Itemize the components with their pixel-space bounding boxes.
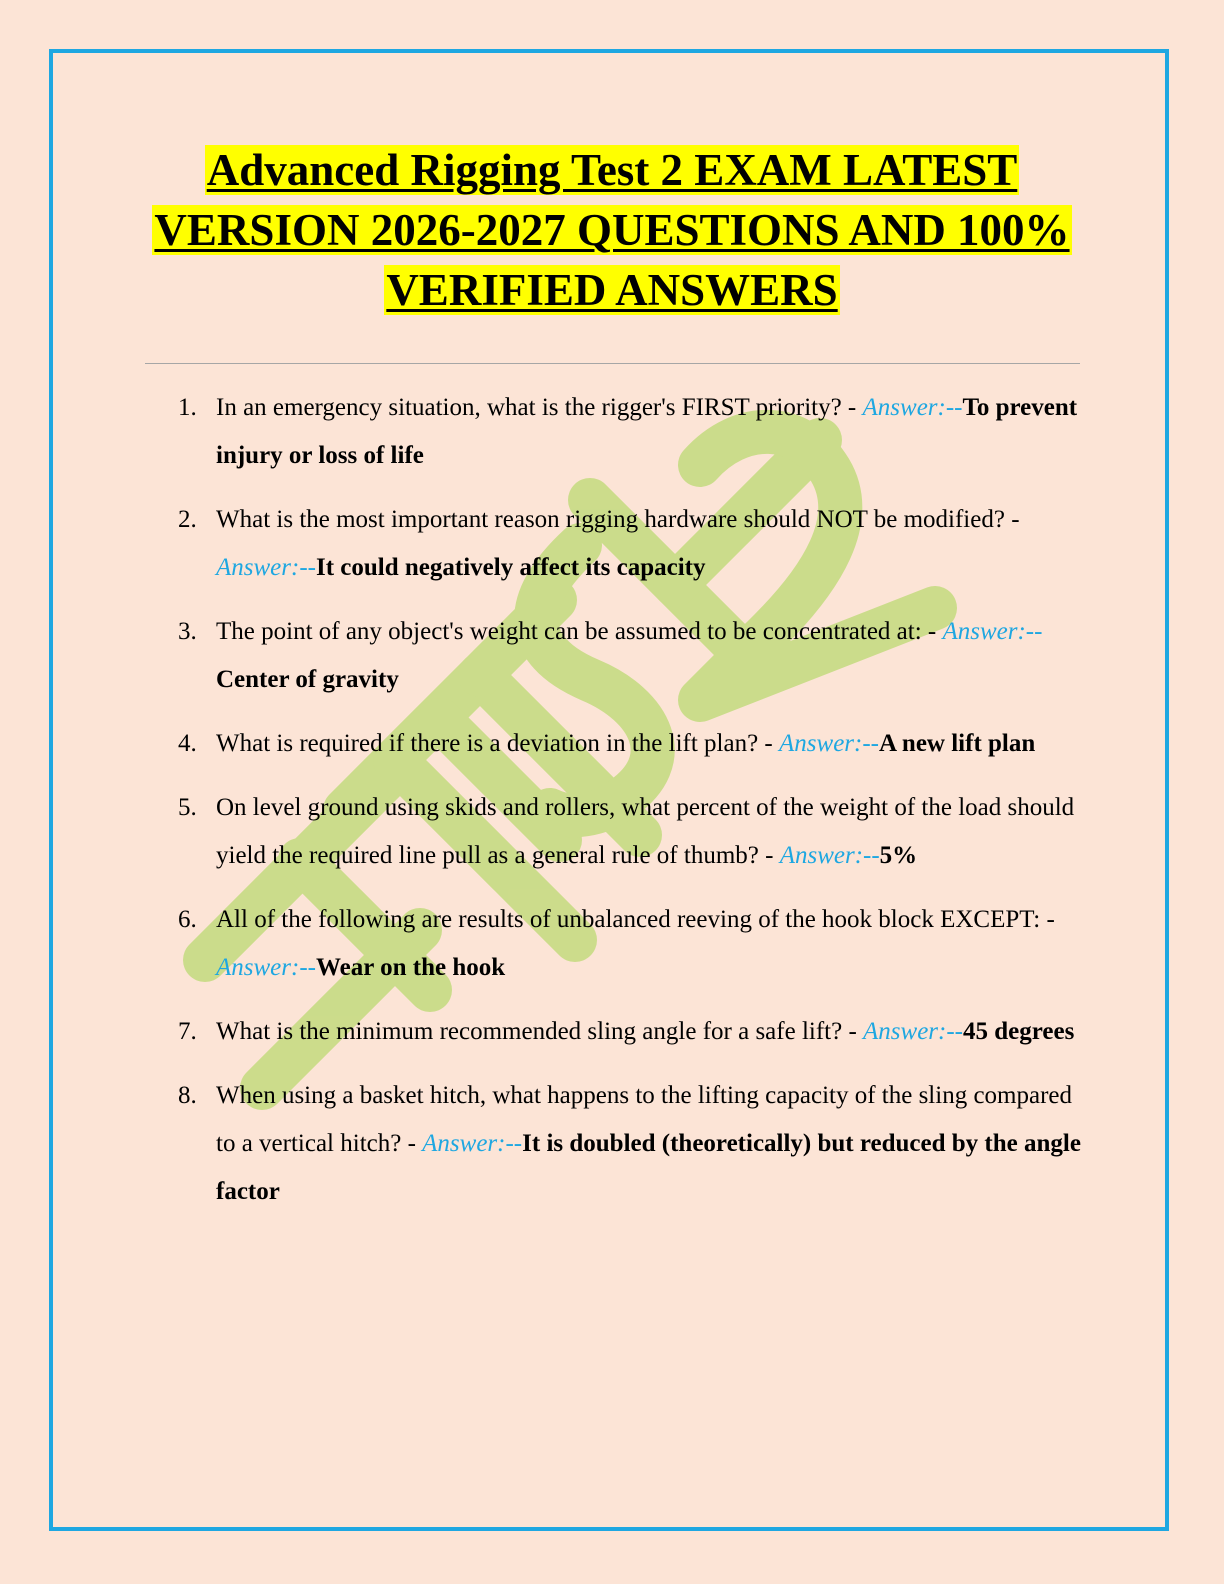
question-number: 5. <box>178 794 197 821</box>
question-text: What is the most important reason rigging hardware should NOT be modified? - <box>216 506 1020 533</box>
answer-text: To prevent injury or loss of life <box>216 394 1078 469</box>
question-number: 1. <box>178 394 197 421</box>
question-number: 7. <box>178 1018 197 1045</box>
answer-label: Answer:-- <box>422 1130 523 1157</box>
answer-label: Answer:-- <box>216 554 316 581</box>
answer-label: Answer:-- <box>862 394 963 421</box>
answer-text: 5% <box>879 842 918 869</box>
question-item-3 <box>178 608 1083 704</box>
answer-text: Center of gravity <box>216 666 399 693</box>
answer-text: It is doubled (theoretically) but reduced by the angle factor <box>216 1130 1081 1205</box>
question-item-8 <box>178 1072 1083 1216</box>
question-item-7 <box>178 1008 1083 1056</box>
title-divider <box>145 363 1080 364</box>
answer-label: Answer:-- <box>216 954 316 981</box>
title-block <box>140 140 1084 320</box>
question-item-6 <box>178 896 1083 992</box>
document-title <box>140 140 1084 320</box>
answer-text: Wear on the hook <box>315 954 506 981</box>
question-text: The point of any object's weight can be assumed to be concentrated at: - <box>216 618 943 645</box>
question-number: 4. <box>178 730 197 757</box>
question-list <box>178 384 1083 1232</box>
document-title-text: Advanced Rigging Test 2 EXAM LATEST VERSION 2026-2027 QUESTIONS AND 100% VERIFIED ANSWERS <box>154 145 1070 315</box>
answer-text: It could negatively affect its capacity <box>315 554 706 581</box>
answer-label: Answer:-- <box>863 1018 964 1045</box>
answer-label: Answer:-- <box>779 842 880 869</box>
question-item-2 <box>178 496 1083 592</box>
question-item-5 <box>178 784 1083 880</box>
question-number: 2. <box>178 506 197 533</box>
question-text: What is required if there is a deviation in the lift plan? - <box>216 730 780 757</box>
question-number: 8. <box>178 1082 197 1109</box>
question-item-4 <box>178 720 1083 768</box>
question-text: What is the minimum recommended sling angle for a safe lift? - <box>216 1018 864 1045</box>
answer-label: Answer:-- <box>779 730 879 757</box>
question-text: On level ground using skids and rollers, what percent of the weight of the load should yield the required line pull as a general rule of thumb? - <box>216 794 1075 869</box>
question-text: When using a basket hitch, what happens to the lifting capacity of the sling compared to a vertical hitch? - <box>216 1082 1073 1157</box>
answer-text: 45 degrees <box>963 1018 1075 1045</box>
question-number: 3. <box>178 618 197 645</box>
answer-label: Answer:-- <box>942 618 1043 645</box>
question-text: In an emergency situation, what is the rigger's FIRST priority? - <box>216 394 863 421</box>
question-item-1 <box>178 384 1083 480</box>
answer-text: A new lift plan <box>879 730 1036 757</box>
question-text: All of the following are results of unbalanced reeving of the hook block EXCEPT: - <box>216 906 1055 933</box>
question-number: 6. <box>178 906 197 933</box>
